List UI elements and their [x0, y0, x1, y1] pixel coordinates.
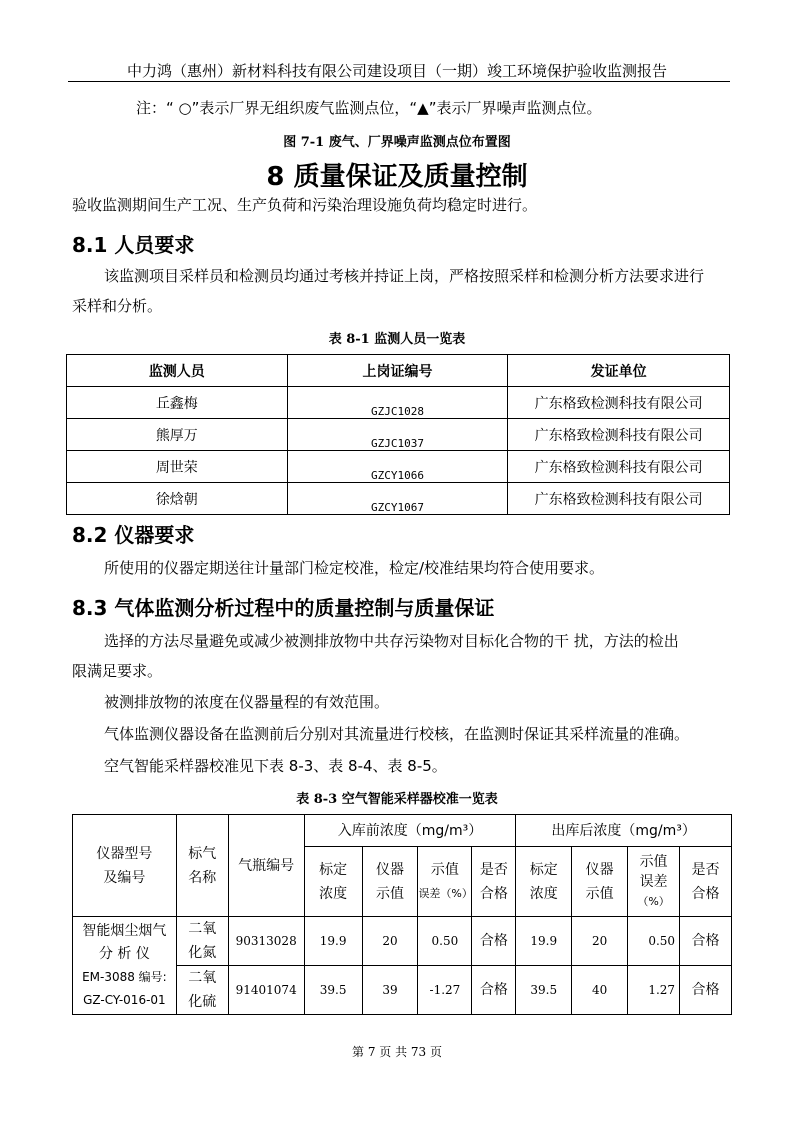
err-before: -1.27 [418, 966, 472, 1015]
section-8-3-title: 8.3 气体监测分析过程中的质量控制与质量保证 [72, 596, 495, 620]
gas-name [176, 966, 228, 1015]
issuer: 广东格致检测科技有限公司 [508, 419, 730, 451]
section-8-1-paragraph-line1: 该监测项目采样员和检测员均通过考核并持证上岗，严格按照采样和检测分析方法要求进行 [104, 267, 705, 285]
instrument-model [73, 917, 177, 1015]
section-8-3-paragraph1-line1: 选择的方法尽量避免或减少被测排放物中共存污染物对目标化合物的干 扰，方法的检出 [104, 632, 679, 650]
header-cert-number: 上岗证编号 [287, 355, 508, 387]
table-row [67, 387, 730, 419]
header-pass-line1: 是否 [479, 861, 508, 878]
section-8-1-title: 8.1 人员要求 [72, 233, 195, 257]
inst-after: 40 [572, 966, 628, 1015]
header-std-line2: 浓度 [529, 885, 558, 902]
header-err-line3: （%） [637, 894, 670, 908]
std-after: 19.9 [516, 917, 572, 966]
header-before: 入库前浓度（mg/m³） [304, 815, 516, 847]
header-err-line2: 误差 [639, 873, 668, 890]
table-header-row [73, 815, 732, 847]
staff-name: 熊厚万 [67, 419, 288, 451]
issuer: 广东格致检测科技有限公司 [508, 387, 730, 419]
header-err-line1: 示值 [639, 853, 668, 870]
bottle-number: 90313028 [228, 917, 304, 966]
chapter-title: 8 质量保证及质量控制 [266, 162, 528, 192]
issuer: 广东格致检测科技有限公司 [508, 451, 730, 483]
gas-name-line2: 化氮 [188, 945, 217, 961]
bottle-number: 91401074 [228, 966, 304, 1015]
table-row [73, 917, 732, 966]
header-pass-line2: 合格 [479, 885, 508, 902]
header-divider [68, 81, 730, 82]
header-gas-line2: 名称 [188, 869, 217, 886]
table-row [67, 483, 730, 515]
report-header-title: 中力鸿（惠州）新材料科技有限公司建设项目（一期）竣工环境保护验收监测报告 [126, 62, 667, 80]
header-gas-line1: 标气 [188, 845, 217, 862]
inst-before: 39 [362, 966, 418, 1015]
inst-before: 20 [362, 917, 418, 966]
table-8-1-caption: 表 8-1 监测人员一览表 [328, 332, 466, 347]
header-err-line2: 误差（%） [418, 886, 473, 900]
header-pass-line2: 合格 [691, 885, 720, 902]
section-8-3-paragraph1-line2: 限满足要求。 [72, 662, 163, 680]
table-header-row [67, 355, 730, 387]
cert-number: GZCY1067 [287, 483, 508, 515]
header-bottle: 气瓶编号 [228, 815, 304, 917]
chapter-intro: 验收监测期间生产工况、生产负荷和污染治理设施负荷均稳定时进行。 [72, 196, 538, 214]
header-inst-line2: 示值 [375, 885, 404, 902]
header-pass-line1: 是否 [691, 861, 720, 878]
section-8-3-paragraph4: 空气智能采样器校准见下表 8-3、表 8-4、表 8-5。 [104, 757, 447, 775]
std-before: 19.9 [304, 917, 362, 966]
header-staff: 监测人员 [67, 355, 288, 387]
header-std-line1: 标定 [529, 861, 558, 878]
header-pass-after [680, 847, 732, 917]
gas-name [176, 917, 228, 966]
cert-number: GZJC1037 [287, 419, 508, 451]
header-std-before [304, 847, 362, 917]
gas-name-line1: 二氧 [188, 970, 217, 986]
err-after: 0.50 [628, 917, 680, 966]
section-8-1-paragraph-line2: 采样和分析。 [72, 297, 163, 315]
header-inst-line1: 仪器 [585, 861, 614, 878]
header-std-line1: 标定 [319, 861, 348, 878]
figure-caption: 图 7-1 废气、厂界噪声监测点位布置图 [283, 135, 511, 150]
cert-number: GZJC1028 [287, 387, 508, 419]
pass-after: 合格 [680, 917, 732, 966]
issuer: 广东格致检测科技有限公司 [508, 483, 730, 515]
staff-name: 徐焓朝 [67, 483, 288, 515]
header-err-before [418, 847, 472, 917]
section-8-2-paragraph: 所使用的仪器定期送往计量部门检定校准，检定/校准结果均符合使用要求。 [104, 559, 605, 577]
figure-note: 注：“ ○”表示厂界无组织废气监测点位，“▲”表示厂界噪声监测点位。 [136, 99, 602, 117]
header-gas [176, 815, 228, 917]
section-8-2-title: 8.2 仪器要求 [72, 523, 195, 547]
std-before: 39.5 [304, 966, 362, 1015]
header-std-line2: 浓度 [319, 885, 348, 902]
gas-name-line2: 化硫 [188, 994, 217, 1010]
gas-name-line1: 二氧 [188, 921, 217, 937]
table-row [67, 451, 730, 483]
header-inst-after [572, 847, 628, 917]
staff-table [66, 354, 730, 515]
header-after: 出库后浓度（mg/m³） [516, 815, 732, 847]
pass-after: 合格 [680, 966, 732, 1015]
model-line4: GZ-CY-016-01 [83, 992, 166, 1007]
header-model-line1: 仪器型号 [96, 845, 153, 862]
std-after: 39.5 [516, 966, 572, 1015]
page-footer: 第 7 页 共 73 页 [352, 1045, 442, 1059]
inst-after: 20 [572, 917, 628, 966]
err-after: 1.27 [628, 966, 680, 1015]
header-issuer: 发证单位 [508, 355, 730, 387]
header-inst-before [362, 847, 418, 917]
header-err-line1: 示值 [430, 861, 459, 878]
header-model [73, 815, 177, 917]
section-8-3-paragraph2: 被测排放物的浓度在仪器量程的有效范围。 [104, 693, 390, 711]
staff-name: 周世荣 [67, 451, 288, 483]
header-inst-line1: 仪器 [375, 861, 404, 878]
model-line1: 智能烟尘烟气 [82, 922, 167, 939]
section-8-3-paragraph3: 气体监测仪器设备在监测前后分别对其流量进行校核，在监测时保证其采样流量的准确。 [104, 725, 690, 743]
header-err-after [628, 847, 680, 917]
model-line2: 分 析 仪 [98, 945, 150, 962]
err-before: 0.50 [418, 917, 472, 966]
staff-name: 丘鑫梅 [67, 387, 288, 419]
pass-before: 合格 [472, 917, 516, 966]
header-pass-before [472, 847, 516, 917]
header-model-line2: 及编号 [103, 869, 146, 886]
table-row [67, 419, 730, 451]
cert-number: GZCY1066 [287, 451, 508, 483]
pass-before: 合格 [472, 966, 516, 1015]
header-inst-line2: 示值 [585, 885, 614, 902]
model-line3: EM-3088 编号: [82, 969, 167, 984]
sampler-calibration-table [72, 814, 732, 1015]
header-std-after [516, 847, 572, 917]
table-8-3-caption: 表 8-3 空气智能采样器校准一览表 [296, 792, 498, 807]
